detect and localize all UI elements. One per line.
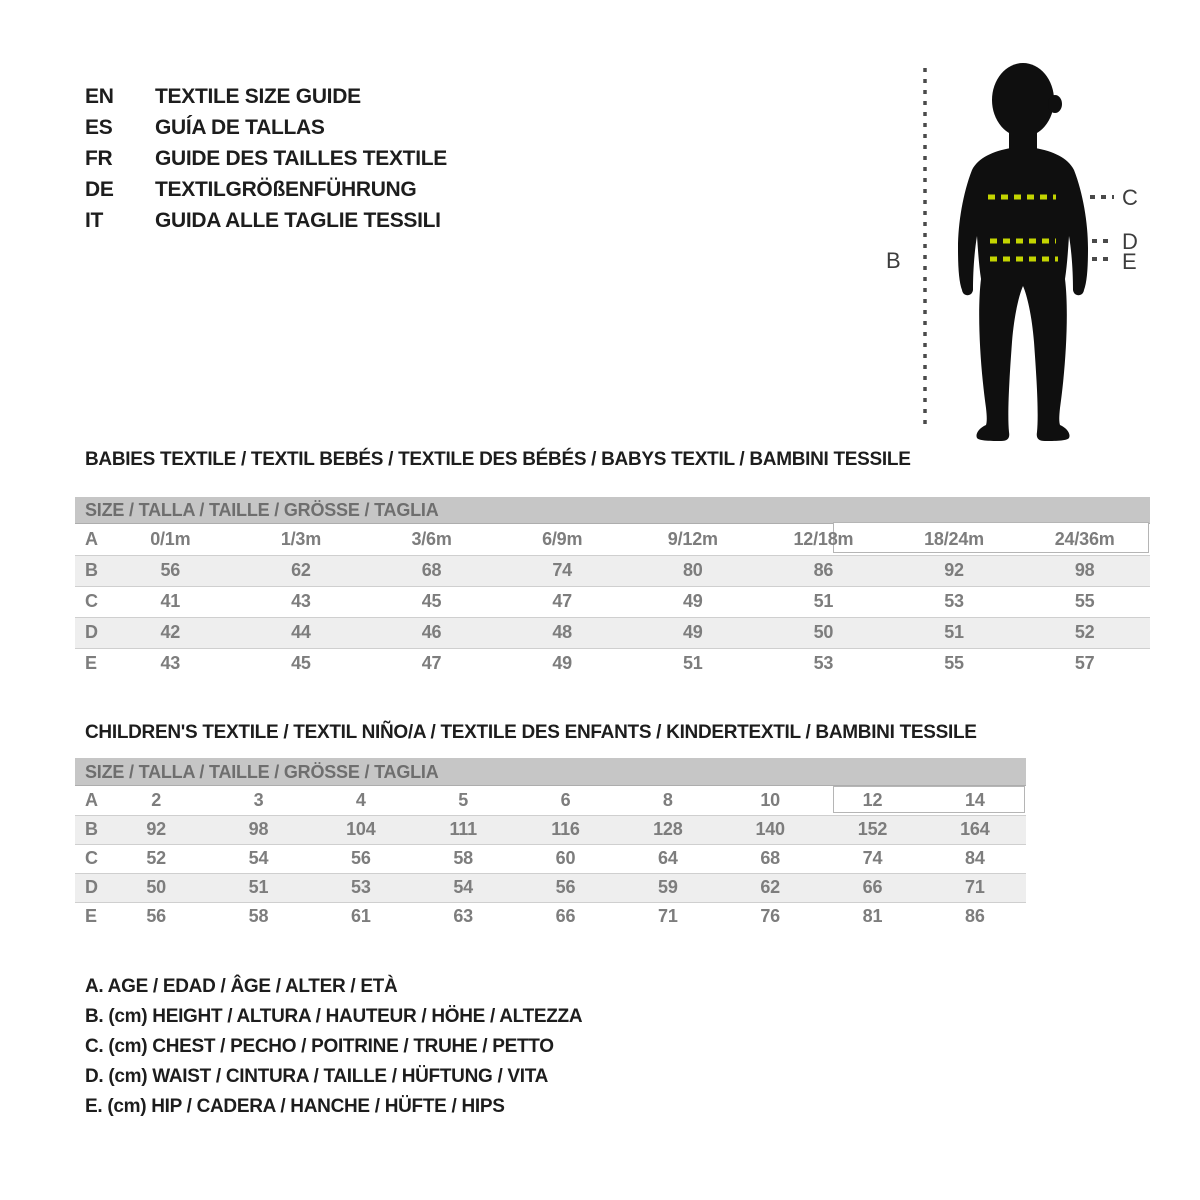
ear-bump [1048, 95, 1062, 113]
table-cell: 74 [552, 560, 572, 580]
table-row [75, 617, 1150, 648]
table-cell: 6 [560, 790, 571, 810]
table-cell: 76 [760, 906, 780, 926]
table-cell: 2 [151, 790, 162, 810]
language-title: TEXTILE SIZE GUIDE [155, 84, 361, 108]
table-cell: 3/6m [411, 529, 452, 549]
row-label: E [85, 906, 97, 926]
table-cell: 52 [146, 848, 166, 868]
table-row [75, 648, 1150, 679]
table-row [75, 555, 1150, 586]
table-cell: 51 [813, 591, 834, 611]
legend-line: C. (cm) CHEST / PECHO / POITRINE / TRUHE / PETTO [85, 1036, 554, 1057]
table-cell: 56 [351, 848, 371, 868]
table-cell: 18/24m [924, 529, 984, 549]
table-cell: 47 [552, 591, 572, 611]
row-label: B [85, 560, 98, 580]
table-cell: 61 [351, 906, 371, 926]
table-cell: 58 [248, 906, 269, 926]
table-row [75, 902, 1026, 931]
table-cell: 54 [453, 877, 473, 897]
table-cell: 42 [160, 622, 181, 642]
table-cell: 43 [291, 591, 311, 611]
table-cell: 49 [683, 622, 703, 642]
language-code: DE [85, 177, 114, 201]
table-row [75, 524, 1150, 555]
language-row [85, 143, 447, 174]
language-title: GUÍA DE TALLAS [155, 115, 325, 139]
table-cell: 86 [813, 560, 834, 580]
measurement-legend [85, 972, 582, 1122]
language-code: ES [85, 115, 113, 139]
table-cell: 152 [857, 819, 888, 839]
language-title: GUIDA ALLE TAGLIE TESSILI [155, 208, 441, 232]
table-cell: 49 [683, 591, 703, 611]
table-cell: 71 [658, 906, 678, 926]
table-cell: 3 [253, 790, 264, 810]
table-cell: 51 [683, 653, 703, 673]
language-code: EN [85, 84, 114, 108]
table-cell: 10 [760, 790, 780, 810]
language-title: GUIDE DES TAILLES TEXTILE [155, 146, 447, 170]
table-cell: 111 [449, 819, 477, 839]
table-cell: 60 [555, 848, 576, 868]
children-section-title: CHILDREN'S TEXTILE / TEXTIL NIÑO/A / TEXTILE DES ENFANTS / KINDERTEXTIL / BAMBINI TESSILE [85, 722, 977, 743]
table-row [75, 586, 1150, 617]
chest-label: C [1122, 185, 1138, 210]
table-cell: 52 [1074, 622, 1095, 642]
table-row [75, 815, 1026, 844]
table-cell: 58 [453, 848, 473, 868]
language-title: TEXTILGRÖßENFÜHRUNG [155, 177, 417, 201]
table-cell: 49 [552, 653, 572, 673]
table-cell: 140 [755, 819, 785, 839]
table-cell: 66 [555, 906, 576, 926]
table-cell: 64 [658, 848, 678, 868]
row-label: D [85, 622, 98, 642]
table-row [75, 844, 1026, 873]
legend-line: E. (cm) HIP / CADERA / HANCHE / HÜFTE / HIPS [85, 1096, 505, 1117]
table-cell: 24/36m [1054, 529, 1115, 549]
table-cell: 84 [965, 848, 985, 868]
table-cell: 14 [965, 790, 985, 810]
size-header-bar: SIZE / TALLA / TAILLE / GRÖSSE / TAGLIA [75, 758, 1026, 786]
table-cell: 44 [291, 622, 311, 642]
table-cell: 98 [248, 819, 269, 839]
row-label: B [85, 819, 98, 839]
table-cell: 48 [552, 622, 572, 642]
language-row [85, 81, 447, 112]
table-cell: 71 [965, 877, 985, 897]
table-cell: 81 [862, 906, 883, 926]
babies-size-table [75, 497, 1150, 679]
table-cell: 8 [662, 790, 673, 810]
table-cell: 1/3m [280, 529, 322, 549]
table-cell: 53 [944, 591, 964, 611]
table-cell: 5 [458, 790, 469, 810]
legend-line: A. AGE / EDAD / ÂGE / ALTER / ETÀ [85, 976, 398, 997]
table-cell: 116 [551, 819, 580, 839]
child-silhouette-svg [860, 40, 1200, 460]
language-code: FR [85, 146, 113, 170]
child-silhouette [958, 63, 1088, 441]
table-cell: 6/9m [542, 529, 583, 549]
size-header-bar: SIZE / TALLA / TAILLE / GRÖSSE / TAGLIA [75, 497, 1150, 524]
table-row [75, 873, 1026, 902]
table-cell: 98 [1074, 560, 1095, 580]
table-cell: 62 [760, 877, 780, 897]
language-row [85, 174, 447, 205]
legend-line: B. (cm) HEIGHT / ALTURA / HAUTEUR / HÖHE / ALTEZZA [85, 1006, 583, 1027]
table-cell: 9/12m [667, 529, 718, 549]
table-cell: 53 [813, 653, 834, 673]
children-table-rows [75, 786, 1026, 931]
hip-label: E [1122, 249, 1137, 274]
table-cell: 0/1m [150, 529, 191, 549]
table-cell: 56 [146, 906, 166, 926]
table-cell: 56 [555, 877, 576, 897]
language-row [85, 205, 447, 236]
table-cell: 68 [760, 848, 780, 868]
children-size-table [75, 758, 1026, 931]
height-label: B [886, 248, 901, 273]
table-cell: 104 [346, 819, 376, 839]
table-cell: 45 [291, 653, 311, 673]
table-cell: 53 [351, 877, 371, 897]
table-cell: 41 [160, 591, 181, 611]
table-cell: 12/18m [793, 529, 854, 549]
table-cell: 50 [813, 622, 834, 642]
babies-table-rows [75, 524, 1150, 679]
table-cell: 4 [355, 790, 366, 810]
table-cell: 164 [960, 819, 990, 839]
table-cell: 68 [421, 560, 442, 580]
legend-line: D. (cm) WAIST / CINTURA / TAILLE / HÜFTUNG / VITA [85, 1066, 549, 1087]
language-code: IT [85, 208, 104, 232]
table-cell: 80 [683, 560, 703, 580]
row-label: A [85, 790, 98, 810]
table-cell: 43 [160, 653, 181, 673]
table-cell: 86 [965, 906, 985, 926]
table-cell: 51 [944, 622, 964, 642]
table-cell: 55 [944, 653, 964, 673]
table-cell: 50 [146, 877, 166, 897]
babies-section-title: BABIES TEXTILE / TEXTIL BEBÉS / TEXTILE DES BÉBÉS / BABYS TEXTIL / BAMBINI TESSILE [85, 449, 911, 470]
row-label: A [85, 529, 98, 549]
table-cell: 92 [944, 560, 964, 580]
table-cell: 12 [862, 790, 883, 810]
language-row [85, 112, 447, 143]
table-cell: 62 [291, 560, 311, 580]
row-label: D [85, 877, 98, 897]
child-measurement-figure [860, 40, 1200, 460]
table-cell: 45 [421, 591, 442, 611]
table-cell: 59 [658, 877, 678, 897]
row-label: E [85, 653, 97, 673]
waist-label: D [1122, 229, 1138, 254]
table-cell: 55 [1074, 591, 1095, 611]
row-label: C [85, 591, 98, 611]
table-cell: 66 [862, 877, 883, 897]
table-cell: 46 [421, 622, 442, 642]
language-title-list [85, 81, 447, 236]
table-cell: 56 [160, 560, 181, 580]
table-cell: 128 [653, 819, 683, 839]
table-cell: 54 [248, 848, 269, 868]
table-cell: 74 [862, 848, 883, 868]
table-row [75, 786, 1026, 815]
table-cell: 63 [453, 906, 473, 926]
table-cell: 92 [146, 819, 166, 839]
table-cell: 51 [248, 877, 269, 897]
table-cell: 57 [1074, 653, 1095, 673]
table-cell: 47 [421, 653, 442, 673]
row-label: C [85, 848, 98, 868]
